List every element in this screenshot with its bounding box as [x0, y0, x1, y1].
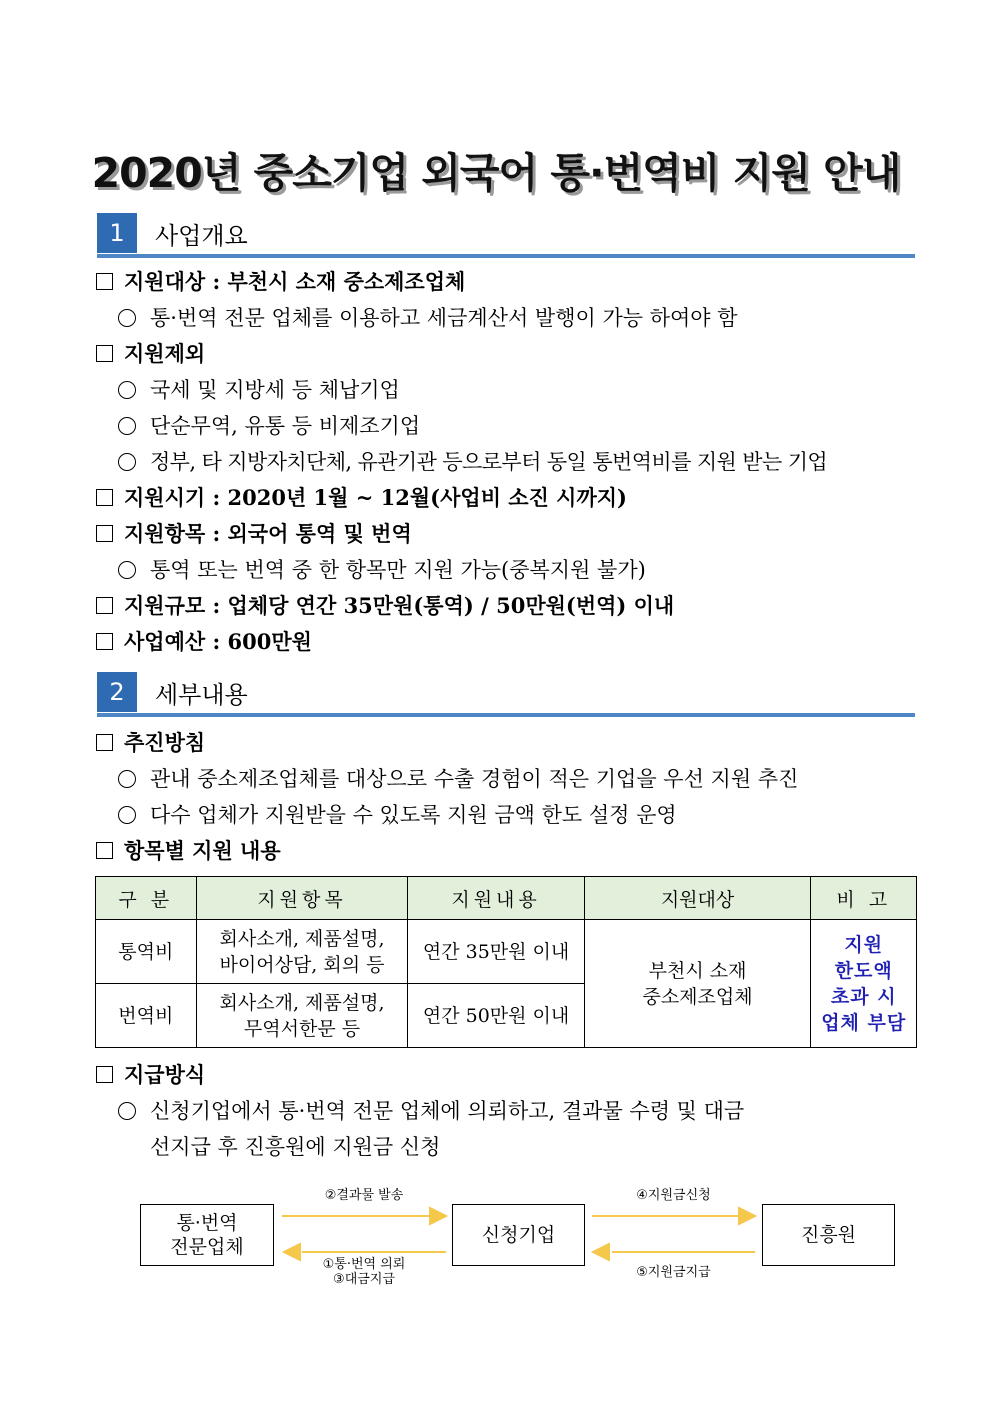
section-number: 1 [97, 213, 137, 253]
checkbox-icon [96, 842, 113, 859]
exclude-line: 지원제외 [96, 340, 205, 368]
circle-bullet-icon [118, 453, 136, 471]
scale-line: 지원규모 : 업체당 연간 35만원(통역) / 50만원(번역) 이내 [96, 592, 674, 620]
circle-bullet-icon [118, 561, 136, 579]
checkbox-icon [96, 345, 113, 362]
page-title: 2020년 중소기업 외국어 통·번역비 지원 안내 [91, 149, 901, 197]
payment-item-1-cont: 선지급 후 진흥원에 지원금 신청 [150, 1135, 441, 1159]
table-cell: 연간 35만원 이내 [408, 920, 584, 984]
table-header-row [96, 877, 917, 920]
checkbox-icon [96, 1066, 113, 1083]
checkbox-icon [96, 597, 113, 614]
checkbox-icon [96, 489, 113, 506]
section-header-2 [97, 672, 915, 712]
exclude-item-3: 정부, 타 지방자치단체, 유관기관 등으로부터 동일 통번역비를 지원 받는 기업 [118, 448, 827, 476]
flow-box-translator: 통·번역 전문업체 [140, 1204, 274, 1266]
exclude-item-2: 단순무역, 유통 등 비제조기업 [118, 412, 420, 440]
policy-item-2: 다수 업체가 지원받을 수 있도록 지원 금액 한도 설정 운영 [118, 801, 677, 829]
table-header: 지원내용 [408, 877, 584, 920]
circle-bullet-icon [118, 1102, 136, 1120]
target-line: 지원대상 : 부천시 소재 중소제조업체 [96, 268, 465, 296]
items-sub-line: 통역 또는 번역 중 한 항목만 지원 가능(중복지원 불가) [118, 556, 646, 584]
table-cell: 번역비 [96, 984, 197, 1048]
items-line: 지원항목 : 외국어 통역 및 번역 [96, 520, 412, 548]
section-header-1 [97, 213, 915, 253]
flow-label-request: ①통·번역 의뢰 [322, 1257, 406, 1272]
flow-label-apply: ④지원금신청 [636, 1188, 711, 1203]
table-cell: 통역비 [96, 920, 197, 984]
table-cell: 회사소개, 제품설명, 무역서한문 등 [196, 984, 408, 1048]
section-label: 세부내용 [155, 681, 248, 709]
table-header: 비 고 [811, 877, 917, 920]
table-cell: 연간 50만원 이내 [408, 984, 584, 1048]
table-cell: 회사소개, 제품설명, 바이어상담, 회의 등 [196, 920, 408, 984]
flow-arrows [0, 1180, 992, 1290]
target-sub-line: 통·번역 전문 업체를 이용하고 세금계산서 발행이 가능 하여야 함 [118, 304, 738, 332]
section-label: 사업개요 [155, 222, 248, 250]
section-rule [97, 713, 915, 717]
checkbox-icon [96, 525, 113, 542]
policy-item-1: 관내 중소제조업체를 대상으로 수출 경험이 적은 기업을 우선 지원 추진 [118, 765, 798, 793]
note-cell: 지원 한도액 초과 시 업체 부담 [811, 920, 917, 1048]
table-header: 구 분 [96, 877, 197, 920]
payment-item-1: 신청기업에서 통·번역 전문 업체에 의뢰하고, 결과물 수령 및 대금 [118, 1097, 744, 1125]
flow-box-applicant: 신청기업 [452, 1204, 585, 1266]
table-cell: 부천시 소재 중소제조업체 [584, 920, 811, 1048]
flow-label-result: ②결과물 발송 [324, 1188, 404, 1203]
section-number: 2 [97, 672, 137, 712]
checkbox-icon [96, 633, 113, 650]
policy-line: 추진방침 [96, 729, 205, 757]
section-rule [97, 254, 915, 258]
arrow-head [430, 1208, 446, 1224]
checkbox-icon [96, 734, 113, 751]
table-header: 지원대상 [584, 877, 811, 920]
circle-bullet-icon [118, 806, 136, 824]
circle-bullet-icon [118, 770, 136, 788]
circle-bullet-icon [118, 417, 136, 435]
checkbox-icon [96, 273, 113, 290]
flow-box-agency: 진흥원 [762, 1204, 895, 1266]
table-header: 지원항목 [196, 877, 408, 920]
arrow-head [739, 1208, 755, 1224]
circle-bullet-icon [118, 309, 136, 327]
exclude-item-1: 국세 및 지방세 등 체납기업 [118, 376, 400, 404]
payment-line: 지급방식 [96, 1061, 205, 1089]
circle-bullet-icon [118, 381, 136, 399]
period-line: 지원시기 : 2020년 1월 ~ 12월(사업비 소진 시까지) [96, 484, 627, 512]
flow-label-grant: ⑤지원금지급 [636, 1265, 711, 1280]
support-table [95, 876, 917, 1048]
table-row [96, 920, 917, 984]
arrow-head [593, 1244, 609, 1260]
by-item-line: 항목별 지원 내용 [96, 837, 281, 865]
flow-label-payment: ③대금지급 [333, 1272, 395, 1287]
budget-line: 사업예산 : 600만원 [96, 628, 312, 656]
